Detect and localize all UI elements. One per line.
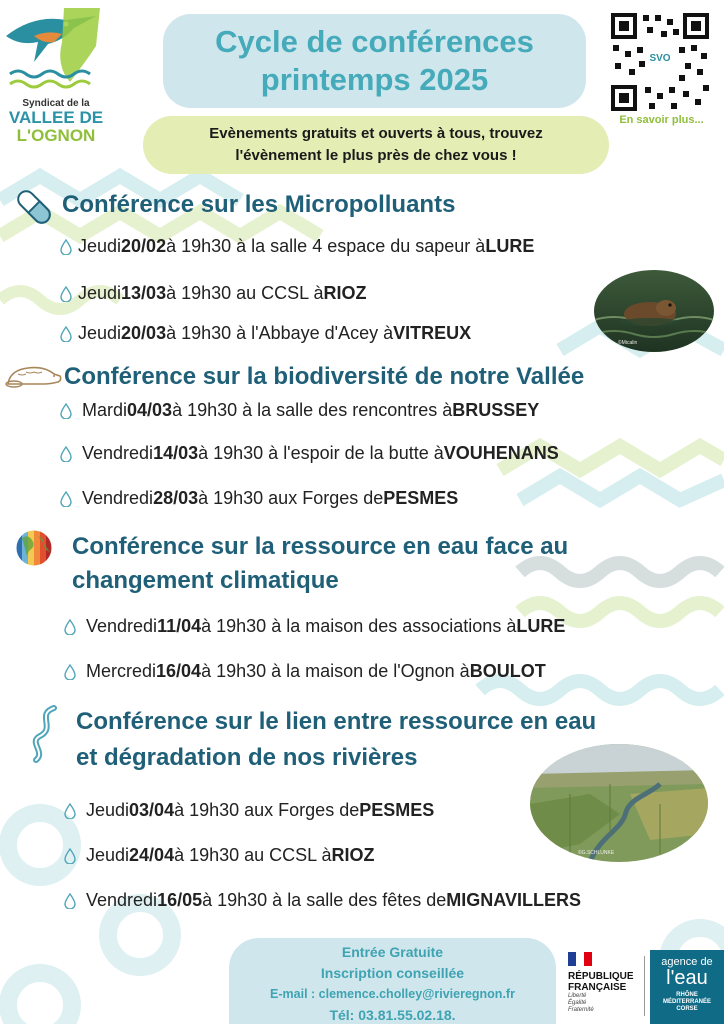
event-place: à 19h30 aux Forges de <box>174 800 360 820</box>
subtitle-line-2: l'évènement le plus près de chez vous ! <box>235 147 517 164</box>
event-row <box>64 616 565 637</box>
event-row <box>60 400 539 421</box>
section-title-biodiversite: Conférence sur la biodiversité de notre Vallée <box>64 363 585 390</box>
event-row <box>60 443 559 464</box>
agence-line-4: MÉDITERRANÉE <box>662 999 711 1005</box>
event-place: à 19h30 à l'Abbaye d'Acey à <box>166 323 394 343</box>
event-date: 24/04 <box>129 845 175 865</box>
river-aerial-photo <box>530 744 708 862</box>
agence-line-3: RHÔNE <box>676 992 698 998</box>
event-date: 28/03 <box>153 488 199 508</box>
event-city: VITREUX <box>393 323 472 343</box>
event-place: à 19h30 à la maison de l'Ognon à <box>201 661 470 681</box>
event-city: LURE <box>485 236 535 256</box>
event-date: 16/04 <box>156 661 202 681</box>
event-day: Jeudi <box>78 283 122 303</box>
event-date: 04/03 <box>127 400 173 420</box>
event-row <box>60 488 458 509</box>
agence-line-5: CORSE <box>676 1006 698 1012</box>
event-date: 14/03 <box>153 443 199 463</box>
water-drop-icon <box>60 446 72 462</box>
event-city: PESMES <box>383 488 459 508</box>
footer-registration: Inscription conseillée <box>320 965 465 981</box>
kingfisher-logo-icon <box>4 6 104 98</box>
logo-text <box>6 98 106 145</box>
event-city: RIOZ <box>331 845 375 865</box>
rf-motto-3: Fraternité <box>568 1007 594 1013</box>
rf-motto-2: Égalité <box>568 1000 587 1006</box>
french-flag-icon <box>568 952 592 966</box>
agence-line-1: agence de <box>661 956 713 968</box>
event-date: 11/04 <box>157 616 202 636</box>
event-day: Vendredi <box>86 890 158 910</box>
event-place: à 19h30 au CCSL à <box>174 845 332 865</box>
photo-credit: ©G.SCHLUNKE <box>578 850 615 856</box>
beaver-photo <box>594 270 714 352</box>
event-row <box>60 283 367 304</box>
footer-info-box <box>229 938 556 1024</box>
event-day: Jeudi <box>86 845 130 865</box>
section-title-climat-line2: changement climatique <box>72 567 339 594</box>
event-row <box>64 890 581 911</box>
section-title-climat-line1: Conférence sur la ressource en eau face au <box>72 533 569 560</box>
partner-divider <box>644 956 645 1016</box>
event-day: Vendredi <box>82 488 154 508</box>
logo-line-2: VALLEE DE <box>8 108 104 127</box>
beaver-icon <box>4 362 64 390</box>
photo-credit: ©Micalin <box>618 340 638 346</box>
event-city: RIOZ <box>323 283 367 303</box>
title-line-2: printemps 2025 <box>260 62 489 97</box>
event-day: Mardi <box>82 400 128 420</box>
agence-de-l-eau-logo <box>650 950 724 1024</box>
footer-phone[interactable]: Tél: 03.81.55.02.18. <box>329 1007 456 1023</box>
water-drop-icon <box>60 326 72 342</box>
water-drop-icon <box>64 803 76 819</box>
event-day: Vendredi <box>86 616 158 636</box>
title-line-1: Cycle de conférences <box>215 24 534 59</box>
event-date: 03/04 <box>129 800 175 820</box>
event-row <box>64 845 375 866</box>
river-icon <box>26 704 66 764</box>
event-date: 20/03 <box>121 323 167 343</box>
event-place: à 19h30 aux Forges de <box>198 488 384 508</box>
event-city: VOUHENANS <box>443 443 559 463</box>
section-title-rivieres-line2: et dégradation de nos rivières <box>76 744 418 771</box>
water-drop-icon <box>60 491 72 507</box>
event-day: Jeudi <box>86 800 130 820</box>
event-row <box>64 661 546 682</box>
event-city: PESMES <box>359 800 435 820</box>
warming-globe-icon <box>14 528 54 568</box>
event-date: 13/03 <box>121 283 167 303</box>
agence-line-2: l'eau <box>666 967 708 989</box>
water-drop-icon <box>64 664 76 680</box>
qr-code[interactable] <box>609 11 711 113</box>
rf-motto-1: Liberté <box>568 993 587 999</box>
footer-free-entry: Entrée Gratuite <box>341 944 444 960</box>
water-drop-icon <box>60 403 72 419</box>
event-city: BOULOT <box>469 661 546 681</box>
subtitle-box <box>143 116 609 174</box>
event-date: 16/05 <box>157 890 203 910</box>
qr-badge: SVO <box>649 53 671 64</box>
section-title-rivieres-line1: Conférence sur le lien entre ressource en eau <box>76 708 597 735</box>
section-title-micropolluants: Conférence sur les Micropolluants <box>62 191 456 218</box>
event-day: Jeudi <box>78 236 122 256</box>
water-drop-icon <box>64 893 76 909</box>
event-place: à 19h30 au CCSL à <box>166 283 324 303</box>
event-row <box>60 236 534 257</box>
water-drop-icon <box>64 619 76 635</box>
event-place: à 19h30 à l'espoir de la butte à <box>198 443 444 463</box>
event-date: 20/02 <box>121 236 167 256</box>
event-city: LURE <box>516 616 566 636</box>
event-place: à 19h30 à la maison des associations à <box>201 616 517 636</box>
event-city: BRUSSEY <box>452 400 540 420</box>
subtitle-line-1: Evènements gratuits et ouverts à tous, trouvez <box>209 125 543 142</box>
republique-francaise-logo <box>568 952 638 1012</box>
capsule-icon <box>14 186 54 228</box>
footer-email[interactable]: E-mail : clemence.cholley@rivieregnon.fr <box>270 987 515 1001</box>
title-box <box>163 14 586 108</box>
rf-line-2: FRANÇAISE <box>568 982 627 993</box>
qr-caption[interactable]: En savoir plus... <box>619 114 704 126</box>
water-drop-icon <box>60 286 72 302</box>
event-city: MIGNAVILLERS <box>446 890 581 910</box>
event-day: Jeudi <box>78 323 122 343</box>
event-row <box>64 800 434 821</box>
event-place: à 19h30 à la salle des rencontres à <box>172 400 453 420</box>
event-place: à 19h30 à la salle 4 espace du sapeur à <box>166 236 486 256</box>
logo-line-3: L'OGNON <box>16 126 96 145</box>
water-drop-icon <box>64 848 76 864</box>
event-day: Vendredi <box>82 443 154 463</box>
event-row <box>60 323 471 344</box>
event-day: Mercredi <box>86 661 157 681</box>
water-drop-icon <box>60 239 72 255</box>
rf-line-1: RÉPUBLIQUE <box>568 971 634 982</box>
logo-line-1: Syndicat de la <box>22 98 90 109</box>
event-place: à 19h30 à la salle des fêtes de <box>202 890 447 910</box>
